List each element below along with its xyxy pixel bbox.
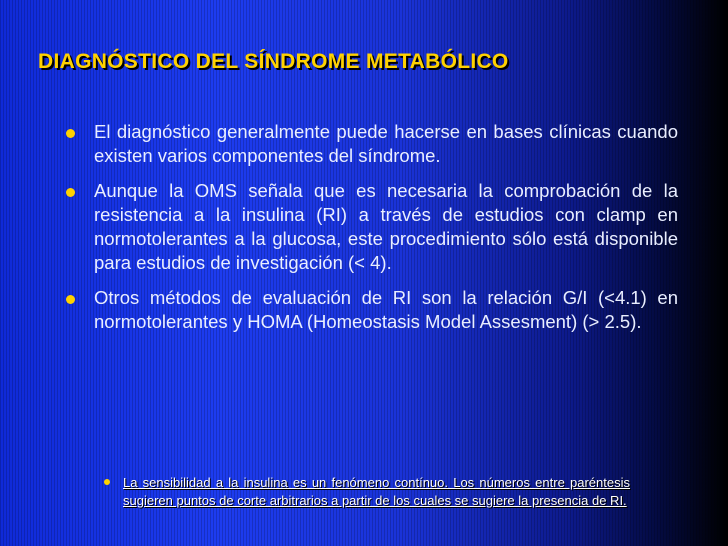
bullet-text: Aunque la OMS señala que es necesaria la comprobación de la resistencia a la insulina (RI) a través de estudios con clamp en normotolerantes a la glucosa, este procedimiento sólo está disponible para estudios de investigación (< 4). <box>94 180 678 273</box>
bullet-item-2 <box>60 179 678 275</box>
bullet-dot-icon <box>66 295 75 304</box>
sub-bullet-dot-icon <box>104 479 110 485</box>
sub-bullet-item <box>104 474 630 510</box>
bullet-item-3 <box>60 286 678 334</box>
sub-bullet-text: La sensibilidad a la insulina es un fenómeno contínuo. Los números entre paréntesis sugieren puntos de corte arbitrarios a partir de los cuales se sugiere la presencia de RI. <box>123 475 630 508</box>
bullet-text: Otros métodos de evaluación de RI son la relación G/I (<4.1) en normotolerantes y HOMA (Homeostasis Model Assesment) (> 2.5). <box>94 287 678 332</box>
bullet-dot-icon <box>66 188 75 197</box>
slide-title: DIAGNÓSTICO DEL SÍNDROME METABÓLICO <box>38 50 509 73</box>
bullet-list <box>60 120 678 345</box>
bullet-text: El diagnóstico generalmente puede hacerse en bases clínicas cuando existen varios componentes del síndrome. <box>94 121 678 166</box>
bullet-item-1 <box>60 120 678 168</box>
bullet-dot-icon <box>66 129 75 138</box>
